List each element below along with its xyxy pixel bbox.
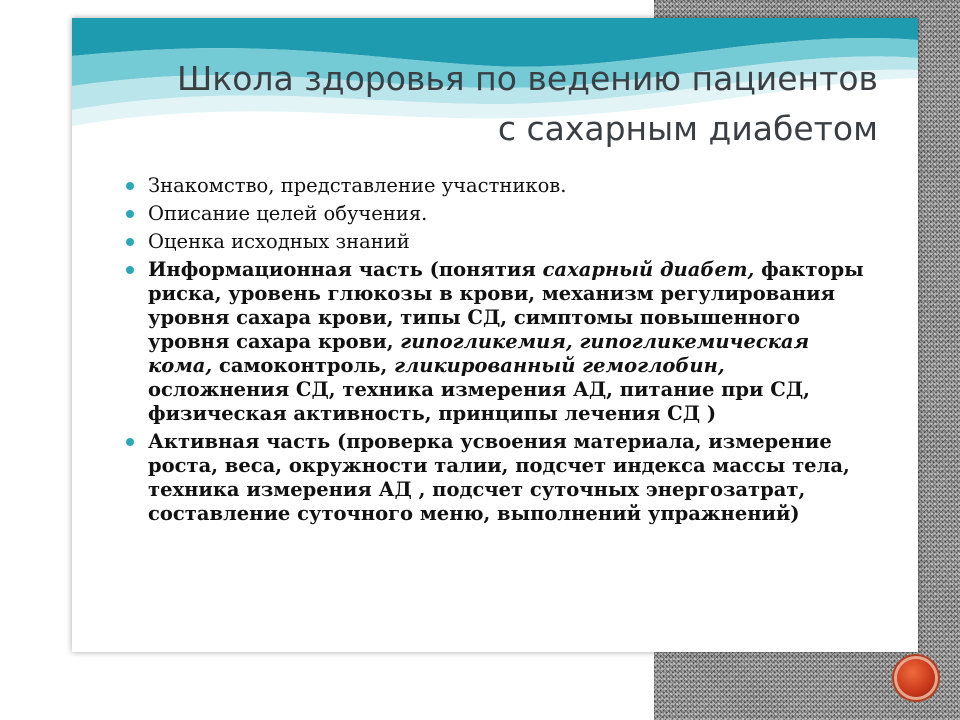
bullet-text: факторы риска, уровень глюкозы в крови, механизм регулирования уровня сахара крови, типы СД, симптомы повышенного уровня сахара крови,: [148, 258, 871, 353]
bullet-dot-icon: [126, 438, 134, 446]
bullet-item: [124, 258, 871, 426]
bullet-item: [124, 430, 864, 526]
bullet-dot-icon: [126, 266, 134, 274]
title-line-1: Школа здоровья по ведению пациентов: [176, 59, 878, 98]
bullet-text: гипогликемия, гипогликемическая кома,: [148, 330, 816, 377]
bullet-text: Оценка исходных знаний: [148, 230, 410, 253]
bullet-text: гликированный гемоглобин,: [394, 354, 725, 377]
bullet-text: Активная часть (проверка усвоения материала, измерение роста, веса, окружности талии, подсчет индекса массы тела, техника измерения АД , подсчет суточных энергозатрат, составление суточного меню, выполнений упражнений): [148, 430, 857, 525]
bullet-text: Описание целей обучения.: [148, 202, 428, 225]
bullet-text: сахарный диабет,: [542, 258, 755, 281]
slide-title: [118, 54, 878, 154]
title-line-2: с сахарным диабетом: [497, 109, 878, 148]
bullet-dot-icon: [126, 210, 134, 218]
bullet-dot-icon: [126, 182, 134, 190]
bullet-text: осложнения СД, техника измерения АД, питание при СД, физическая активность, принципы лечения СД ): [148, 354, 817, 425]
bullet-item: [124, 202, 864, 226]
bullet-text: Информационная часть (понятия: [148, 258, 543, 281]
bullet-text: Знакомство, представление участников.: [148, 174, 567, 197]
bullet-item: [124, 174, 864, 198]
circle-logo-icon: [897, 659, 935, 697]
slide: [72, 18, 918, 652]
bullet-item: [124, 230, 864, 254]
bullet-dot-icon: [126, 238, 134, 246]
bullet-text: самоконтроль,: [212, 354, 395, 377]
bullet-list: [124, 174, 871, 530]
